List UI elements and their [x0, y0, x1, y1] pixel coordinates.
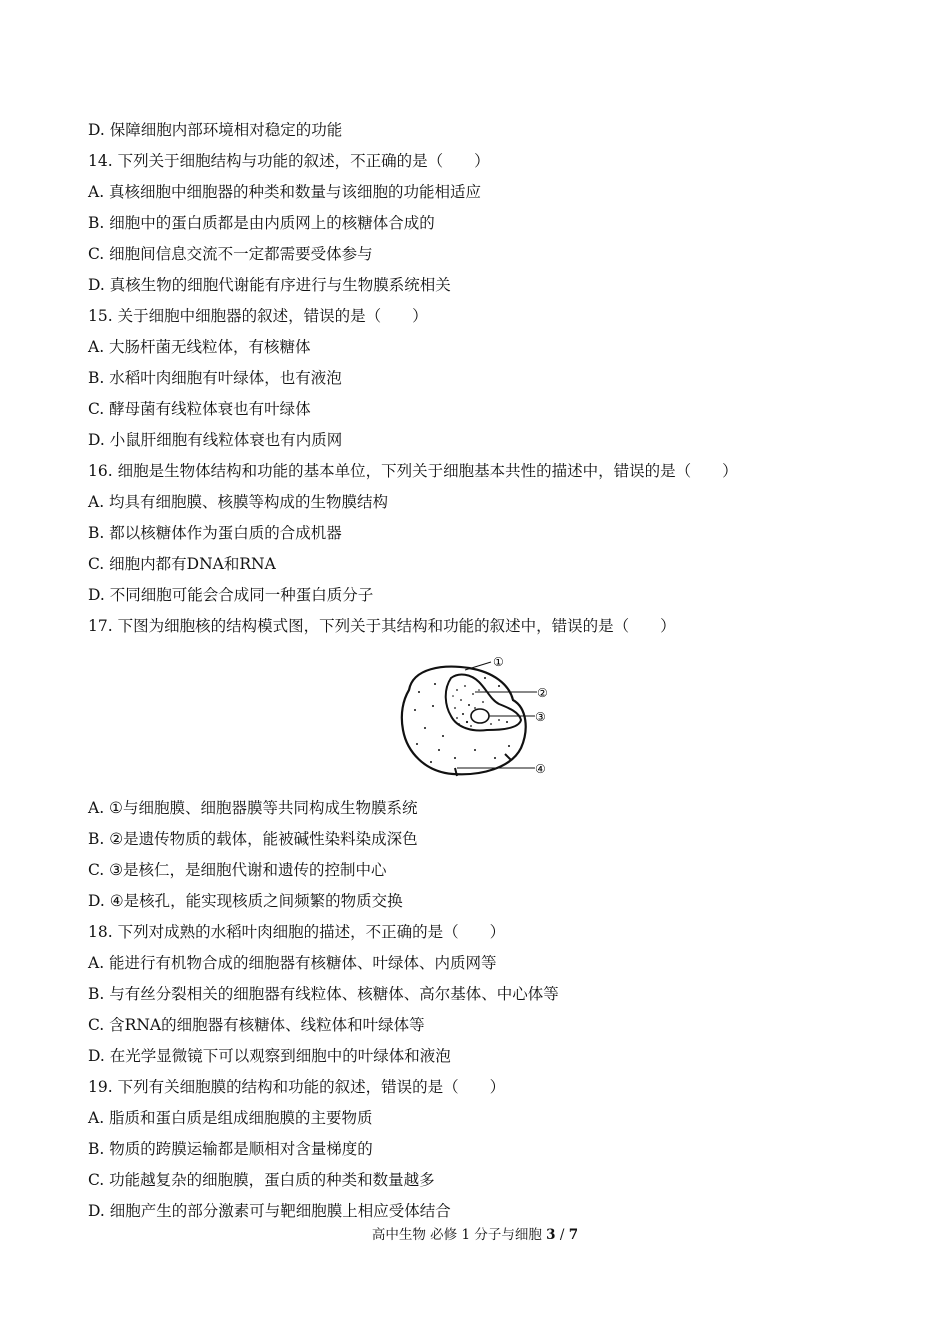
option-16a: A. 均具有细胞膜、核膜等构成的生物膜结构 [88, 493, 389, 511]
option-15b: B. 水稻叶肉细胞有叶绿体，也有液泡 [88, 369, 342, 387]
question-17: 17. 下图为细胞核的结构模式图，下列关于其结构和功能的叙述中，错误的是（ ） [88, 617, 676, 635]
label-3: ③ [535, 710, 546, 724]
option-14d: D. 真核生物的细胞代谢能有序进行与生物膜系统相关 [88, 276, 451, 294]
option-16c: C. 细胞内都有DNA和RNA [88, 555, 276, 573]
nucleus-structure-diagram [395, 650, 565, 780]
option-14a: A. 真核细胞中细胞器的种类和数量与该细胞的功能相适应 [88, 183, 482, 201]
question-14: 14. 下列关于细胞结构与功能的叙述，不正确的是（ ） [88, 152, 490, 170]
question-18: 18. 下列对成熟的水稻叶肉细胞的描述，不正确的是（ ） [88, 923, 506, 941]
option-18b: B. 与有丝分裂相关的细胞器有线粒体、核糖体、高尔基体、中心体等 [88, 985, 559, 1003]
option-18d: D. 在光学显微镜下可以观察到细胞中的叶绿体和液泡 [88, 1047, 451, 1065]
option-13d: D. 保障细胞内部环境相对稳定的功能 [88, 121, 343, 139]
option-15d: D. 小鼠肝细胞有线粒体衰也有内质网 [88, 431, 343, 449]
question-19: 19. 下列有关细胞膜的结构和功能的叙述，错误的是（ ） [88, 1078, 506, 1096]
option-19c: C. 功能越复杂的细胞膜，蛋白质的种类和数量越多 [88, 1171, 435, 1189]
label-2: ② [537, 686, 548, 700]
label-4: ④ [535, 762, 546, 776]
option-14c: C. 细胞间信息交流不一定都需要受体参与 [88, 245, 373, 263]
footer-separator: / [555, 1227, 569, 1243]
option-18a: A. 能进行有机物合成的细胞器有核糖体、叶绿体、内质网等 [88, 954, 497, 972]
option-19a: A. 脂质和蛋白质是组成细胞膜的主要物质 [88, 1109, 373, 1127]
option-16d: D. 不同细胞可能会合成同一种蛋白质分子 [88, 586, 374, 604]
footer-title: 高中生物 必修 1 分子与细胞 [371, 1227, 542, 1243]
option-18c: C. 含RNA的细胞器有核糖体、线粒体和叶绿体等 [88, 1016, 425, 1034]
footer-page-number: 3 [546, 1227, 556, 1243]
option-17d: D. ④是核孔，能实现核质之间频繁的物质交换 [88, 892, 403, 910]
option-17b: B. ②是遗传物质的载体，能被碱性染料染成深色 [88, 830, 418, 848]
question-16: 16. 细胞是生物体结构和功能的基本单位，下列关于细胞基本共性的描述中，错误的是（ ） [88, 462, 738, 480]
option-19b: B. 物质的跨膜运输都是顺相对含量梯度的 [88, 1140, 373, 1158]
footer-page-total: 7 [568, 1227, 579, 1243]
label-1: ① [493, 655, 504, 669]
option-15a: A. 大肠杆菌无线粒体，有核糖体 [88, 338, 311, 356]
question-15: 15. 关于细胞中细胞器的叙述，错误的是（ ） [88, 307, 428, 325]
option-17c: C. ③是核仁，是细胞代谢和遗传的控制中心 [88, 861, 387, 879]
option-19d: D. 细胞产生的部分激素可与靶细胞膜上相应受体结合 [88, 1202, 451, 1220]
option-15c: C. 酵母菌有线粒体衰也有叶绿体 [88, 400, 311, 418]
option-16b: B. 都以核糖体作为蛋白质的合成机器 [88, 524, 342, 542]
option-14b: B. 细胞中的蛋白质都是由内质网上的核糖体合成的 [88, 214, 435, 232]
page-footer [0, 1226, 950, 1244]
option-17a: A. ①与细胞膜、细胞器膜等共同构成生物膜系统 [88, 799, 418, 817]
